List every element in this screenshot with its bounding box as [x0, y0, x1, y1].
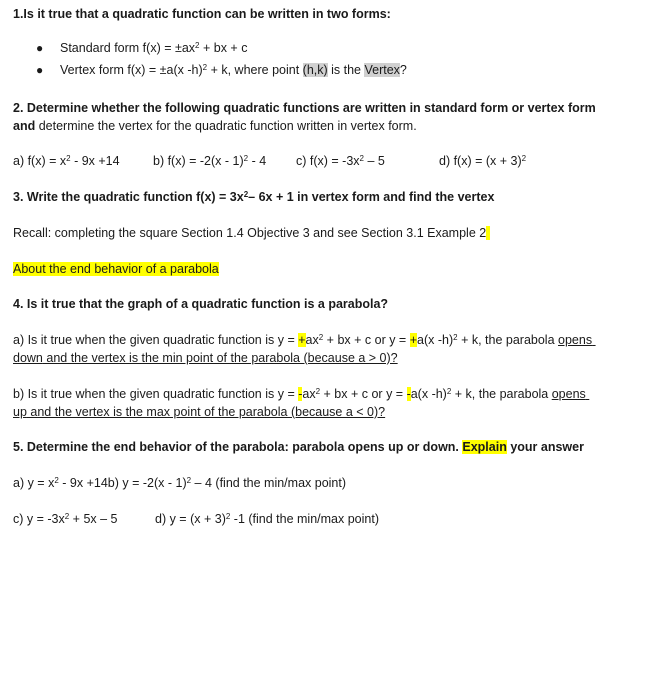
vertex-highlight: Vertex — [364, 63, 400, 77]
q4-item-a-line2: down and the vertex is the min point of the parabola (because a > 0)? — [13, 351, 398, 365]
vertex-form-item: Vertex form f(x) = ±a(x -h)$^2$ + k, where point (h,k) is the Vertex? — [60, 63, 407, 77]
question-1-title: 1.Is it true that a quadratic function can be written in two forms: — [13, 7, 391, 21]
q5-item-c: c) $y = -3x^2 + 5x - 5$ — [13, 512, 118, 526]
point-hk-highlight: (h,k) — [302, 63, 328, 77]
explain-highlight: Explain — [462, 440, 507, 454]
bullet-icon: ● — [36, 63, 44, 77]
question-2-title: 2. Determine whether the following quadratic functions are written in standard form or vertex form — [13, 101, 596, 115]
bullet-icon: ● — [36, 41, 44, 55]
question-2-subtitle: and determine the vertex for the quadratic function written in vertex form. — [13, 119, 417, 133]
q5-item-d: d) $y = (x + 3)^2$ -1 (find the min/max point) — [155, 512, 379, 526]
q2-item-d: d) $f(x) = (x + 3)^2$ — [439, 154, 527, 168]
recall-note: Recall: completing the square Section 1.4 Objective 3 and see Section 3.1 Example 2 — [13, 225, 490, 241]
q4-item-b-line1: b) Is it true when the given quadratic function is $y = -ax^2$ + bx + c or y = -a(x -h)$^2$ + k, the parabola opens — [13, 387, 586, 401]
question-5-title: 5. Determine the end behavior of the parabola: parabola opens up or down. Explain your answer — [13, 440, 584, 454]
section-heading-end-behavior: About the end behavior of a parabola — [13, 262, 219, 276]
q5-items-a-b: a) $y = x^2 - 9x +14b$) y = -2(x - 1)$^2$ – 4 (find the min/max point) — [13, 476, 347, 490]
q2-item-a: a) $f(x) = x^2 - 9x +14$ — [13, 154, 120, 168]
q4-item-b-line2: up and the vertex is the max point of the parabola (because a < 0)? — [13, 405, 386, 419]
q4-item-a-line1: a) Is it true when the given quadratic function is $y = +ax^2$ + bx + c or y = +a(x -h)$^2$ + k, the parabola opens — [13, 333, 593, 347]
q2-item-b: b) f(x) = -2(x - 1)$^2$ - 4 — [153, 154, 267, 168]
question-4-title: 4. Is it true that the graph of a quadratic function is a parabola? — [13, 297, 389, 311]
q2-item-c: c) $f(x) = -3x^2 - 5$ — [296, 154, 385, 168]
question-3-title: 3. Write the quadratic function $f(x) = 3x^2-$ 6x + 1 in vertex form and find the vertex — [13, 190, 495, 204]
standard-form-item: Standard form $f(x) = \pm ax^2$ + bx + c — [60, 41, 248, 55]
